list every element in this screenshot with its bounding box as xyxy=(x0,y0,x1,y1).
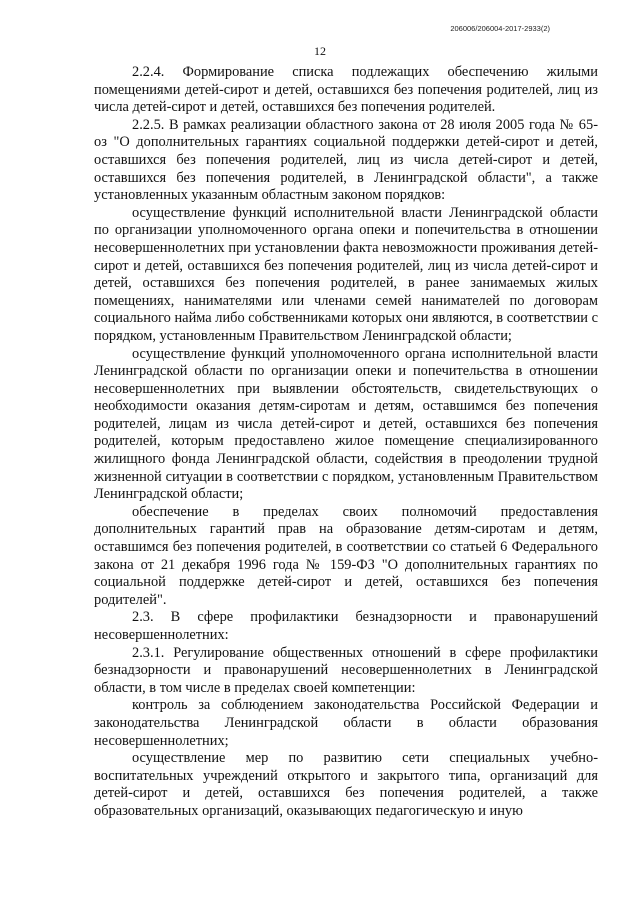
page-number: 12 xyxy=(314,44,326,58)
paragraph-guardianship-housing: осуществление функций исполнительной власти Ленинградской области по организации уполномоченного органа опеки и попечительства в отношении несовершеннолетних при установлении факта невозможности проживания детей-сирот и детей, оставшихся без попечения родителей, лиц из числа детей-сирот и детей, оставшихся без попечения родителей, в ранее занимаемых жилых помещениях, нанимателями или членами семей нанимателей по договорам социального найма либо собственниками которых они являются, в соответствии с порядком, установленным Правительством Ленинградской области; xyxy=(94,204,598,344)
paragraph-education-guarantees: обеспечение в пределах своих полномочий предоставления дополнительных гарантий прав на образование детям-сиротам и детям, оставшимся без попечения родителей, в соответствии со статьей 6 Федерального закона от 21 декабря 1996 года № 159-ФЗ "О дополнительных гарантиях по социальной поддержке детей-сирот и детей, оставшихся без попечения родителей". xyxy=(94,503,598,608)
paragraph-2-2-5: 2.2.5. В рамках реализации областного закона от 28 июля 2005 года № 65-оз "О дополнительных гарантиях социальной поддержки детей-сирот и детей, оставшихся без попечения родителей, лиц из числа детей-сирот и детей, оставшихся без попечения родителей, в Ленинградской области", а также установленных указанным областным законом порядков: xyxy=(94,116,598,204)
paragraph-legislation-control: контроль за соблюдением законодательства Российской Федерации и законодательства Ленинградской области в области образования несовершеннолетних; xyxy=(94,697,598,749)
document-body xyxy=(94,64,598,821)
document-code: 206006/206004-2017-2933(2) xyxy=(450,24,550,33)
paragraph-guardianship-assistance: осуществление функций уполномоченного органа исполнительной власти Ленинградской области по организации опеки и попечительства в отношении несовершеннолетних при выявлении обстоятельств, свидетельствующих о необходимости оказания детям-сиротам и детям, оставшимся без попечения родителей, лицам из числа детей-сирот и детей, оставшихся без попечения родителей, которым предоставлено жилое помещение специализированного жилищного фонда Ленинградской области, содействия в преодолении трудной жизненной ситуации в соответствии с порядком, установленным Правительством Ленинградской области; xyxy=(94,345,598,503)
paragraph-2-3: 2.3. В сфере профилактики безнадзорности и правонарушений несовершеннолетних: xyxy=(94,609,598,643)
paragraph-2-3-1: 2.3.1. Регулирование общественных отношений в сфере профилактики безнадзорности и правонарушений несовершеннолетних в Ленинградской области, в том числе в пределах своей компетенции: xyxy=(94,644,598,696)
paragraph-2-2-4: 2.2.4. Формирование списка подлежащих обеспечению жилыми помещениями детей-сирот и детей, оставшихся без попечения родителей, лиц из числа детей-сирот и детей, оставшихся без попечения родителей. xyxy=(94,64,598,116)
paragraph-institution-network: осуществление мер по развитию сети специальных учебно-воспитательных учреждений открытого и закрытого типа, организаций для детей-сирот и детей, оставшихся без попечения родителей, а также образовательных организаций, оказывающих педагогическую и иную xyxy=(94,750,598,819)
